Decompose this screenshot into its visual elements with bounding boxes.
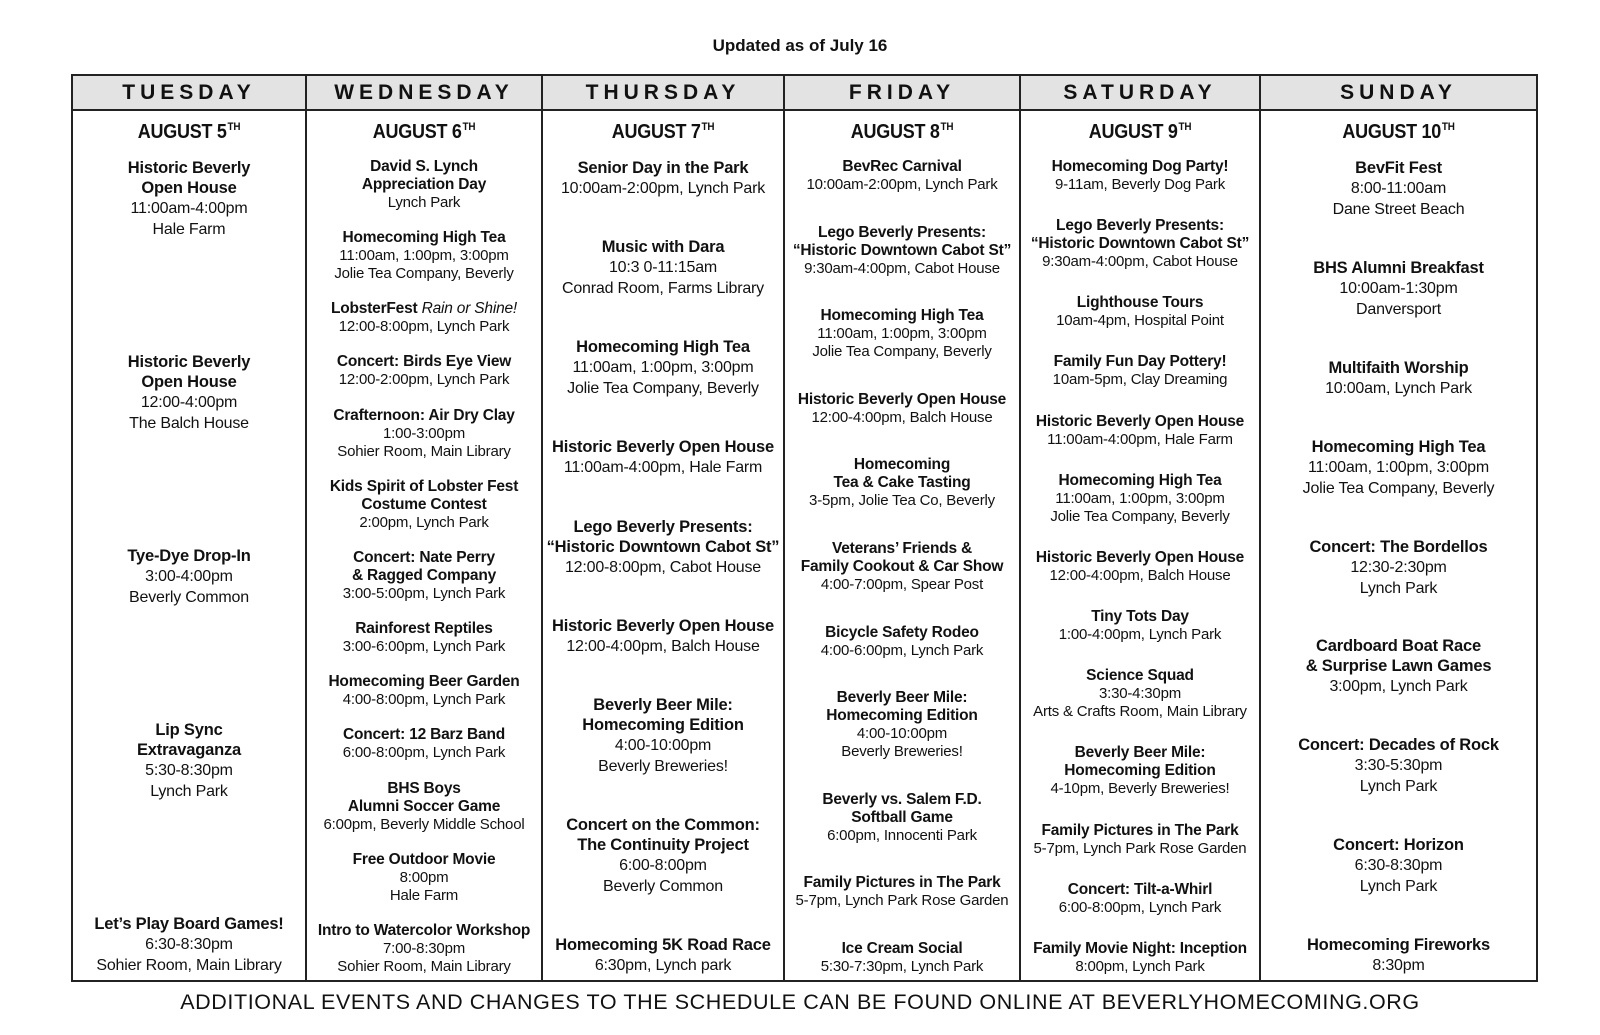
event-detail: 12:00-8:00pm, Cabot House bbox=[564, 558, 762, 576]
day-header: THURSDAY bbox=[543, 76, 783, 111]
event-detail: 8:00pm, Lynch Park bbox=[1075, 957, 1205, 975]
event-title-text: Bicycle Safety Rodeo bbox=[825, 623, 979, 641]
event-title-text: BHS Alumni Breakfast bbox=[1313, 258, 1484, 277]
event-title-text: Historic Beverly Open House bbox=[127, 159, 251, 197]
event-item bbox=[545, 237, 781, 299]
event-title-text: Crafternoon: Air Dry Clay bbox=[333, 406, 515, 424]
event-title bbox=[1263, 537, 1534, 557]
event-title bbox=[75, 352, 303, 392]
event-title-text: Homecoming Tea & Cake Tasting bbox=[833, 456, 971, 492]
event-item bbox=[787, 224, 1017, 278]
event-title bbox=[1023, 472, 1257, 490]
event-detail: 12:00-4:00pm, Balch House bbox=[811, 408, 993, 426]
event-item bbox=[309, 851, 539, 905]
event-title bbox=[1023, 353, 1257, 371]
event-detail: 7:00-8:30pm Sohier Room, Main Library bbox=[337, 939, 511, 975]
event-item bbox=[545, 616, 781, 657]
event-title-text: Historic Beverly Open House bbox=[551, 616, 774, 635]
event-title bbox=[75, 158, 303, 198]
event-item bbox=[1023, 744, 1257, 798]
event-title-text: Beverly vs. Salem F.D. Softball Game bbox=[822, 790, 982, 826]
event-title-text: Tye-Dye Drop-In bbox=[127, 547, 251, 565]
event-title bbox=[1023, 881, 1257, 899]
event-detail: 11:00am-4:00pm, Hale Farm bbox=[1047, 430, 1233, 448]
event-title-text: Music with Dara bbox=[601, 238, 725, 257]
event-detail: 3:00-6:00pm, Lynch Park bbox=[342, 638, 506, 656]
event-list bbox=[73, 148, 305, 980]
event-detail: 6:30-8:30pm Lynch Park bbox=[1354, 857, 1443, 896]
event-item bbox=[1263, 158, 1534, 220]
event-detail: 12:00-2:00pm, Lynch Park bbox=[338, 371, 510, 389]
event-item bbox=[1023, 472, 1257, 526]
event-detail: 4:00-6:00pm, Lynch Park bbox=[820, 641, 984, 659]
event-title-text: Senior Day in the Park bbox=[577, 159, 749, 177]
event-detail: 11:00am, 1:00pm, 3:00pm Jolie Tea Company, Beverly bbox=[1050, 489, 1230, 525]
event-title-text: Homecoming High Tea bbox=[1311, 437, 1486, 456]
event-title-text: Homecoming Dog Party! bbox=[1051, 158, 1229, 175]
date-suffix: TH bbox=[701, 121, 715, 133]
event-detail: 3:30-5:30pm Lynch Park bbox=[1354, 757, 1443, 796]
event-title-text: Beverly Beer Mile: Homecoming Edition bbox=[1064, 744, 1216, 780]
event-detail: 5:30-8:30pm Lynch Park bbox=[145, 762, 233, 800]
event-title-text: Concert: The Bordellos bbox=[1309, 537, 1488, 556]
event-title bbox=[1263, 158, 1534, 178]
event-title-text: Rainforest Reptiles bbox=[355, 620, 493, 638]
event-detail: 6:00-8:00pm Beverly Common bbox=[603, 856, 723, 895]
event-item bbox=[787, 624, 1017, 660]
event-item bbox=[545, 935, 781, 976]
event-title-text: Homecoming High Tea bbox=[1058, 471, 1222, 489]
event-detail: 4:00-10:00pm Beverly Breweries! bbox=[841, 725, 963, 761]
event-title bbox=[545, 337, 781, 357]
event-title bbox=[545, 517, 781, 557]
event-item bbox=[787, 689, 1017, 761]
event-detail: 8:30pm bbox=[1372, 957, 1425, 974]
event-detail: 11:00am, 1:00pm, 3:00pm Jolie Tea Company, Beverly bbox=[812, 325, 992, 361]
event-item bbox=[1263, 358, 1534, 399]
event-detail: 11:00am-4:00pm, Hale Farm bbox=[563, 459, 763, 477]
event-title-text: Concert: Birds Eye View bbox=[336, 353, 512, 371]
event-title-text: Historic Beverly Open House bbox=[1035, 412, 1245, 430]
event-item bbox=[309, 726, 539, 762]
event-title bbox=[309, 229, 539, 247]
event-title bbox=[787, 158, 1017, 176]
event-title bbox=[545, 815, 781, 855]
event-title-text: Intro to Watercolor Workshop bbox=[317, 921, 531, 939]
event-item bbox=[787, 307, 1017, 361]
event-detail: 3:00pm, Lynch Park bbox=[1329, 678, 1468, 696]
event-item bbox=[1023, 667, 1257, 721]
event-item bbox=[1263, 735, 1534, 797]
date-text: AUGUST 8 bbox=[850, 121, 940, 143]
event-list bbox=[1021, 148, 1259, 980]
event-title bbox=[1023, 158, 1257, 176]
event-detail: 10am-5pm, Clay Dreaming bbox=[1052, 371, 1228, 389]
event-title-text: Cardboard Boat Race & Surprise Lawn Games bbox=[1305, 637, 1492, 676]
date-heading bbox=[85, 121, 294, 144]
event-title-text: Lip Sync Extravaganza bbox=[137, 721, 241, 759]
event-title-text: Homecoming Fireworks bbox=[1306, 936, 1491, 954]
event-item bbox=[1023, 294, 1257, 330]
event-item bbox=[545, 517, 781, 578]
event-title bbox=[1263, 437, 1534, 457]
event-detail: 4-10pm, Beverly Breweries! bbox=[1050, 780, 1230, 798]
event-title-text: Kids Spirit of Lobster Fest Costume Contest bbox=[329, 477, 519, 513]
column-tuesday bbox=[73, 76, 307, 980]
event-item bbox=[309, 922, 539, 976]
event-title bbox=[309, 620, 539, 638]
event-item bbox=[1023, 413, 1257, 449]
column-sunday bbox=[1261, 76, 1536, 980]
event-detail: 10am-4pm, Hospital Point bbox=[1056, 312, 1224, 330]
event-title bbox=[309, 922, 539, 940]
day-header: WEDNESDAY bbox=[307, 76, 541, 111]
event-title-text: Concert: Tilt-a-Whirl bbox=[1067, 880, 1213, 898]
event-item bbox=[309, 300, 539, 336]
event-title bbox=[1263, 935, 1534, 955]
event-title bbox=[309, 549, 539, 585]
event-title-text: Lego Beverly Presents: “Historic Downtown Cabot St” bbox=[546, 517, 780, 556]
event-item bbox=[309, 407, 539, 461]
event-item bbox=[787, 874, 1017, 910]
event-item bbox=[1023, 940, 1257, 976]
event-item bbox=[309, 673, 539, 709]
event-detail: 9-11am, Beverly Dog Park bbox=[1055, 176, 1225, 193]
event-title bbox=[787, 456, 1017, 492]
event-detail: 11:00am, 1:00pm, 3:00pm Jolie Tea Company, Beverly bbox=[567, 359, 759, 398]
event-detail: 3:00-5:00pm, Lynch Park bbox=[342, 584, 506, 602]
event-detail: 10:3 0-11:15am Conrad Room, Farms Library bbox=[562, 259, 764, 298]
event-title bbox=[309, 780, 539, 816]
event-title-text: David S. Lynch Appreciation Day bbox=[361, 158, 487, 193]
event-detail: 8:00pm Hale Farm bbox=[389, 868, 459, 904]
event-detail: 4:00-7:00pm, Spear Post bbox=[820, 575, 984, 593]
event-item bbox=[75, 352, 303, 434]
event-detail: 6:30pm, Lynch park bbox=[594, 957, 732, 974]
event-item bbox=[1263, 636, 1534, 697]
event-detail: 10:00am-2:00pm, Lynch Park bbox=[560, 180, 766, 197]
event-title bbox=[787, 689, 1017, 725]
event-item bbox=[1023, 881, 1257, 917]
event-item bbox=[1023, 549, 1257, 585]
event-title-text: Free Outdoor Movie bbox=[352, 850, 496, 868]
event-item bbox=[1263, 935, 1534, 976]
event-title bbox=[309, 300, 539, 318]
event-title bbox=[1023, 549, 1257, 567]
date-suffix: TH bbox=[227, 121, 241, 133]
event-item bbox=[1023, 217, 1257, 271]
event-item bbox=[309, 478, 539, 532]
event-title bbox=[787, 874, 1017, 892]
event-item bbox=[787, 158, 1017, 194]
event-item bbox=[309, 229, 539, 283]
event-item bbox=[545, 158, 781, 199]
column-saturday bbox=[1021, 76, 1261, 980]
event-title bbox=[75, 914, 303, 934]
event-detail: 10:00am-1:30pm Danversport bbox=[1339, 279, 1458, 318]
event-title bbox=[1023, 294, 1257, 312]
event-title bbox=[545, 158, 781, 178]
event-title bbox=[787, 540, 1017, 576]
event-title-text: Lego Beverly Presents: “Historic Downtown Cabot St” bbox=[792, 223, 1012, 259]
event-title bbox=[1023, 608, 1257, 626]
event-title bbox=[1023, 217, 1257, 253]
date-suffix: TH bbox=[1441, 121, 1455, 133]
event-detail: 5-7pm, Lynch Park Rose Garden bbox=[795, 892, 1009, 910]
day-header: SATURDAY bbox=[1021, 76, 1259, 111]
event-title bbox=[1023, 744, 1257, 780]
event-detail: 3:00-4:00pm Beverly Common bbox=[129, 568, 249, 606]
event-item bbox=[75, 720, 303, 802]
event-title bbox=[309, 158, 539, 194]
event-item bbox=[1263, 835, 1534, 897]
event-title-text: Homecoming High Tea bbox=[820, 307, 984, 325]
event-title bbox=[309, 673, 539, 691]
event-title-text: Multifaith Worship bbox=[1328, 358, 1469, 377]
date-suffix: TH bbox=[1178, 121, 1192, 133]
event-detail: 1:00-3:00pm Sohier Room, Main Library bbox=[337, 424, 511, 460]
day-header: SUNDAY bbox=[1261, 76, 1536, 111]
event-title-text: Lego Beverly Presents: “Historic Downtown Cabot St” bbox=[1030, 217, 1250, 253]
event-list bbox=[785, 148, 1019, 980]
updated-notice: Updated as of July 16 bbox=[712, 36, 888, 55]
event-detail: 11:00am, 1:00pm, 3:00pm Jolie Tea Company, Beverly bbox=[334, 247, 514, 283]
event-title bbox=[787, 624, 1017, 642]
event-item bbox=[545, 337, 781, 399]
event-detail: 9:30am-4:00pm, Cabot House bbox=[1042, 253, 1238, 271]
day-header: FRIDAY bbox=[785, 76, 1019, 111]
event-title bbox=[1263, 258, 1534, 278]
event-detail: 12:00-4:00pm, Balch House bbox=[566, 637, 760, 655]
event-title bbox=[1263, 835, 1534, 855]
event-title bbox=[1023, 822, 1257, 840]
event-detail: 10:00am, Lynch Park bbox=[1325, 379, 1472, 397]
event-title-text: Concert: Horizon bbox=[1333, 836, 1464, 855]
event-title bbox=[309, 726, 539, 744]
event-title bbox=[1263, 358, 1534, 378]
event-detail: 3:30-4:30pm Arts & Crafts Room, Main Library bbox=[1033, 685, 1247, 721]
event-item bbox=[309, 620, 539, 656]
event-title bbox=[309, 407, 539, 425]
event-item bbox=[1023, 822, 1257, 858]
event-title-text: Concert on the Common: The Continuity Project bbox=[566, 815, 760, 854]
event-detail: 9:30am-4:00pm, Cabot House bbox=[804, 259, 1000, 277]
day-header: TUESDAY bbox=[73, 76, 305, 111]
date-suffix: TH bbox=[462, 121, 476, 133]
event-title-text: Let’s Play Board Games! bbox=[94, 915, 284, 933]
event-title-note: Rain or Shine! bbox=[421, 300, 518, 318]
event-item bbox=[1023, 353, 1257, 389]
event-detail: 12:00-4:00pm The Balch House bbox=[129, 394, 249, 432]
event-item bbox=[787, 791, 1017, 845]
event-title-text: Homecoming 5K Road Race bbox=[555, 936, 771, 954]
event-title bbox=[75, 546, 303, 566]
column-wednesday bbox=[307, 76, 543, 980]
event-detail: 4:00-8:00pm, Lynch Park bbox=[342, 691, 506, 709]
event-title-text: Concert: 12 Barz Band bbox=[342, 726, 506, 744]
event-title-text: Lighthouse Tours bbox=[1076, 294, 1204, 312]
event-item bbox=[75, 158, 303, 240]
event-list bbox=[307, 148, 541, 980]
event-detail: Lynch Park bbox=[387, 194, 461, 211]
event-detail: 6:30-8:30pm Sohier Room, Main Library bbox=[96, 936, 282, 974]
event-detail: 12:00-8:00pm, Lynch Park bbox=[338, 318, 510, 336]
event-title-text: Historic Beverly Open House bbox=[551, 438, 774, 457]
event-title-text: Homecoming Beer Garden bbox=[328, 673, 520, 691]
date-heading bbox=[1275, 121, 1523, 144]
event-detail: 5-7pm, Lynch Park Rose Garden bbox=[1033, 839, 1247, 857]
event-item bbox=[1263, 437, 1534, 499]
event-item bbox=[545, 815, 781, 897]
event-title-text: Historic Beverly Open House bbox=[797, 390, 1007, 408]
event-detail: 6:00-8:00pm, Lynch Park bbox=[342, 744, 506, 762]
event-title-text: BHS Boys Alumni Soccer Game bbox=[347, 779, 501, 815]
event-item bbox=[545, 695, 781, 777]
footer-note: ADDITIONAL EVENTS AND CHANGES TO THE SCHEDULE CAN BE FOUND ONLINE AT BEVERLYHOMECOMING.ORG bbox=[180, 990, 1420, 1014]
event-title bbox=[309, 478, 539, 514]
date-heading bbox=[1033, 121, 1247, 144]
event-detail: 11:00am-4:00pm Hale Farm bbox=[130, 200, 248, 238]
event-detail: 6:00-8:00pm, Lynch Park bbox=[1058, 898, 1222, 916]
event-detail: 1:00-4:00pm, Lynch Park bbox=[1058, 626, 1222, 644]
schedule-table bbox=[71, 74, 1538, 982]
event-detail: 6:00pm, Innocenti Park bbox=[827, 826, 977, 844]
event-item bbox=[1023, 158, 1257, 194]
event-title-text: Family Pictures in The Park bbox=[1041, 821, 1239, 839]
event-item bbox=[309, 353, 539, 389]
date-heading bbox=[797, 121, 1008, 144]
event-title-text: Beverly Beer Mile: Homecoming Edition bbox=[582, 695, 744, 734]
date-text: AUGUST 10 bbox=[1342, 121, 1442, 143]
event-title bbox=[545, 237, 781, 257]
event-item bbox=[787, 391, 1017, 427]
date-text: AUGUST 6 bbox=[372, 121, 462, 143]
date-text: AUGUST 5 bbox=[137, 121, 227, 143]
event-item bbox=[787, 456, 1017, 510]
event-detail: 12:00-4:00pm, Balch House bbox=[1049, 566, 1231, 584]
event-list bbox=[543, 148, 783, 980]
event-title bbox=[1023, 413, 1257, 431]
event-title-text: Family Movie Night: Inception bbox=[1033, 939, 1247, 957]
date-text: AUGUST 9 bbox=[1088, 121, 1178, 143]
event-item bbox=[309, 158, 539, 212]
event-title bbox=[309, 851, 539, 869]
column-friday bbox=[785, 76, 1021, 980]
event-title-text: Concert: Decades of Rock bbox=[1298, 736, 1499, 755]
event-title-text: Tiny Tots Day bbox=[1091, 608, 1189, 626]
event-title-text: Family Pictures in The Park bbox=[803, 874, 1001, 892]
event-item bbox=[309, 549, 539, 603]
event-title-text: Ice Cream Social bbox=[841, 939, 963, 957]
event-item bbox=[545, 437, 781, 478]
event-title-text: Homecoming High Tea bbox=[342, 229, 506, 247]
event-title bbox=[787, 307, 1017, 325]
event-title-text: BevRec Carnival bbox=[842, 158, 962, 175]
event-detail: 5:30-7:30pm, Lynch Park bbox=[820, 957, 984, 975]
event-title-text: Family Fun Day Pottery! bbox=[1053, 353, 1227, 371]
event-title bbox=[545, 437, 781, 457]
event-title bbox=[1263, 735, 1534, 755]
event-title-text: Concert: Nate Perry & Ragged Company bbox=[351, 548, 497, 584]
event-title bbox=[787, 940, 1017, 958]
event-item bbox=[787, 540, 1017, 594]
event-detail: 12:30-2:30pm Lynch Park bbox=[1350, 558, 1447, 597]
event-title bbox=[1263, 636, 1534, 676]
event-item bbox=[75, 546, 303, 608]
event-title-text: BevFit Fest bbox=[1355, 159, 1442, 177]
event-item bbox=[309, 780, 539, 834]
event-detail: 11:00am, 1:00pm, 3:00pm Jolie Tea Company, Beverly bbox=[1302, 458, 1495, 497]
event-title bbox=[1023, 940, 1257, 958]
event-title-text: Historic Beverly Open House bbox=[1035, 548, 1245, 566]
event-detail: 4:00-10:00pm Beverly Breweries! bbox=[598, 736, 728, 775]
event-title-text: LobsterFest bbox=[330, 300, 418, 318]
date-heading bbox=[555, 121, 771, 144]
event-title-text: Science Squad bbox=[1086, 667, 1194, 685]
event-item bbox=[75, 914, 303, 976]
event-detail: 10:00am-2:00pm, Lynch Park bbox=[806, 176, 998, 193]
event-item bbox=[787, 940, 1017, 976]
date-suffix: TH bbox=[940, 121, 954, 133]
event-detail: 6:00pm, Beverly Middle School bbox=[323, 815, 525, 833]
event-detail: 8:00-11:00am Dane Street Beach bbox=[1332, 180, 1465, 218]
event-title bbox=[75, 720, 303, 760]
event-title-text: Veterans’ Friends & Family Cookout & Car Show bbox=[800, 539, 1004, 575]
date-text: AUGUST 7 bbox=[611, 121, 701, 143]
event-title bbox=[545, 935, 781, 955]
event-item bbox=[1263, 537, 1534, 599]
event-title bbox=[309, 353, 539, 371]
event-title-text: Historic Beverly Open House bbox=[127, 353, 251, 391]
date-heading bbox=[319, 121, 530, 144]
event-title bbox=[1023, 667, 1257, 685]
event-list bbox=[1261, 148, 1536, 980]
event-item bbox=[1023, 608, 1257, 644]
event-title bbox=[787, 391, 1017, 409]
event-title-text: Homecoming High Tea bbox=[576, 338, 750, 357]
event-title bbox=[787, 791, 1017, 827]
event-title bbox=[545, 695, 781, 735]
event-title bbox=[787, 224, 1017, 260]
column-thursday bbox=[543, 76, 785, 980]
event-detail: 2:00pm, Lynch Park bbox=[359, 513, 489, 531]
event-detail: 3-5pm, Jolie Tea Co, Beverly bbox=[809, 492, 995, 510]
event-title bbox=[545, 616, 781, 636]
event-item bbox=[1263, 258, 1534, 320]
event-title-text: Beverly Beer Mile: Homecoming Edition bbox=[826, 689, 978, 725]
